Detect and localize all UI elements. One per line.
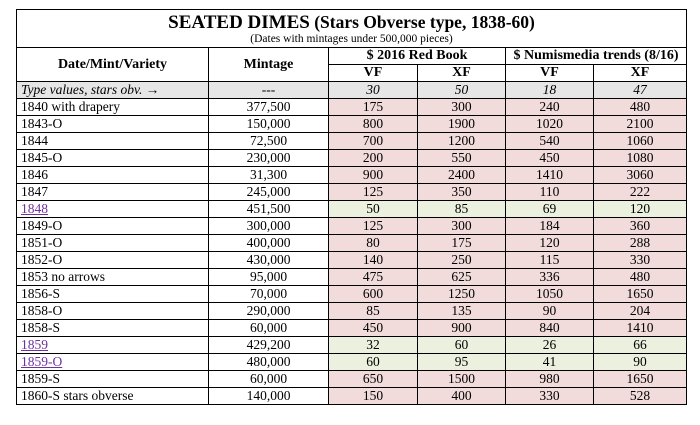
redbook-xf-cell: 85 (418, 201, 506, 218)
numismedia-xf-cell: 120 (594, 201, 687, 218)
redbook-xf-cell: 625 (418, 269, 506, 286)
type-values-rb-vf: 30 (329, 82, 418, 99)
mintage-cell: 230,000 (209, 150, 329, 167)
numismedia-xf-cell: 360 (594, 218, 687, 235)
numismedia-xf-cell: 1080 (594, 150, 687, 167)
numismedia-vf-cell: 1050 (506, 286, 594, 303)
redbook-vf-cell: 700 (329, 133, 418, 150)
date-cell: 1853 no arrows (17, 269, 209, 286)
date-cell: 1846 (17, 167, 209, 184)
numismedia-xf-cell: 1060 (594, 133, 687, 150)
redbook-xf-cell: 900 (418, 320, 506, 337)
numismedia-vf-cell: 240 (506, 99, 594, 116)
title-cell (17, 10, 687, 48)
numismedia-vf-cell: 450 (506, 150, 594, 167)
date-cell: 1845-O (17, 150, 209, 167)
type-values-nm-xf: 47 (594, 82, 687, 99)
numismedia-xf-cell: 1650 (594, 371, 687, 388)
redbook-vf-cell: 125 (329, 184, 418, 201)
date-cell: 1858-O (17, 303, 209, 320)
mintage-cell: 300,000 (209, 218, 329, 235)
date-link[interactable]: 1848 (21, 201, 48, 216)
table-row (17, 286, 687, 303)
mintage-cell: 377,500 (209, 99, 329, 116)
date-cell: 1851-O (17, 235, 209, 252)
date-cell: 1843-O (17, 116, 209, 133)
numismedia-xf-cell: 66 (594, 337, 687, 354)
redbook-vf-cell: 85 (329, 303, 418, 320)
numismedia-vf-cell: 980 (506, 371, 594, 388)
redbook-xf-cell: 95 (418, 354, 506, 371)
redbook-vf-cell: 450 (329, 320, 418, 337)
numismedia-xf-cell: 3060 (594, 167, 687, 184)
numismedia-xf-cell: 528 (594, 388, 687, 405)
redbook-vf-cell: 140 (329, 252, 418, 269)
redbook-xf-cell: 135 (418, 303, 506, 320)
redbook-vf-cell: 600 (329, 286, 418, 303)
table-row (17, 303, 687, 320)
mintage-cell: 480,000 (209, 354, 329, 371)
table-row (17, 99, 687, 116)
redbook-vf-cell: 200 (329, 150, 418, 167)
numismedia-xf-cell: 288 (594, 235, 687, 252)
redbook-vf-cell: 80 (329, 235, 418, 252)
numismedia-xf-cell: 1410 (594, 320, 687, 337)
numismedia-xf-cell: 90 (594, 354, 687, 371)
date-link[interactable]: 1859 (21, 337, 48, 352)
redbook-xf-cell: 1500 (418, 371, 506, 388)
numismedia-vf-cell: 1410 (506, 167, 594, 184)
numismedia-vf-cell: 110 (506, 184, 594, 201)
header-mintage: Mintage (209, 48, 329, 82)
numismedia-vf-cell: 90 (506, 303, 594, 320)
numismedia-vf-cell: 336 (506, 269, 594, 286)
header-numismedia: $ Numismedia trends (8/16) (506, 48, 687, 65)
numismedia-xf-cell: 330 (594, 252, 687, 269)
table-row (17, 167, 687, 184)
table-row (17, 337, 687, 354)
table-row (17, 371, 687, 388)
date-cell (17, 201, 209, 218)
title-row (17, 10, 687, 48)
table-row (17, 150, 687, 167)
type-values-rb-xf: 50 (418, 82, 506, 99)
numismedia-vf-cell: 840 (506, 320, 594, 337)
mintage-cell: 72,500 (209, 133, 329, 150)
numismedia-vf-cell: 540 (506, 133, 594, 150)
redbook-vf-cell: 32 (329, 337, 418, 354)
date-cell: 1856-S (17, 286, 209, 303)
header-numismedia-vf: VF (506, 65, 594, 82)
table-row (17, 235, 687, 252)
type-values-nm-vf: 18 (506, 82, 594, 99)
numismedia-xf-cell: 1650 (594, 286, 687, 303)
redbook-vf-cell: 60 (329, 354, 418, 371)
redbook-xf-cell: 550 (418, 150, 506, 167)
type-values-mintage: --- (209, 82, 329, 99)
header-row-1 (17, 48, 687, 65)
mintage-cell: 95,000 (209, 269, 329, 286)
page-subtitle: (Dates with mintages under 500,000 pieces) (250, 33, 453, 45)
redbook-xf-cell: 400 (418, 388, 506, 405)
title-main-prefix: SEATED DIMES (168, 12, 310, 33)
mintage-cell: 60,000 (209, 320, 329, 337)
title-main-suffix: (Stars Obverse type, 1838-60) (314, 12, 535, 32)
table-row (17, 184, 687, 201)
numismedia-vf-cell: 41 (506, 354, 594, 371)
date-cell: 1852-O (17, 252, 209, 269)
redbook-vf-cell: 800 (329, 116, 418, 133)
redbook-xf-cell: 250 (418, 252, 506, 269)
table-row (17, 201, 687, 218)
table-row (17, 354, 687, 371)
type-values-row (17, 82, 687, 99)
numismedia-xf-cell: 2100 (594, 116, 687, 133)
date-cell: 1860-S stars obverse (17, 388, 209, 405)
redbook-xf-cell: 1200 (418, 133, 506, 150)
redbook-vf-cell: 650 (329, 371, 418, 388)
numismedia-xf-cell: 204 (594, 303, 687, 320)
numismedia-vf-cell: 26 (506, 337, 594, 354)
mintage-cell: 31,300 (209, 167, 329, 184)
mintage-cell: 140,000 (209, 388, 329, 405)
redbook-vf-cell: 900 (329, 167, 418, 184)
seated-dimes-sheet (16, 9, 686, 405)
redbook-vf-cell: 50 (329, 201, 418, 218)
redbook-vf-cell: 150 (329, 388, 418, 405)
redbook-xf-cell: 300 (418, 99, 506, 116)
redbook-xf-cell: 60 (418, 337, 506, 354)
date-cell: 1858-S (17, 320, 209, 337)
mintage-cell: 70,000 (209, 286, 329, 303)
mintage-cell: 245,000 (209, 184, 329, 201)
redbook-xf-cell: 175 (418, 235, 506, 252)
numismedia-vf-cell: 69 (506, 201, 594, 218)
header-redbook: $ 2016 Red Book (329, 48, 506, 65)
mintage-cell: 150,000 (209, 116, 329, 133)
numismedia-vf-cell: 184 (506, 218, 594, 235)
numismedia-vf-cell: 330 (506, 388, 594, 405)
numismedia-xf-cell: 480 (594, 99, 687, 116)
page-title (21, 12, 682, 33)
table-row (17, 133, 687, 150)
mintage-cell: 60,000 (209, 371, 329, 388)
redbook-vf-cell: 475 (329, 269, 418, 286)
header-numismedia-xf: XF (594, 65, 687, 82)
type-values-label: Type values, stars obv. → (17, 82, 209, 99)
redbook-vf-cell: 175 (329, 99, 418, 116)
mintage-cell: 290,000 (209, 303, 329, 320)
numismedia-vf-cell: 120 (506, 235, 594, 252)
numismedia-vf-cell: 1020 (506, 116, 594, 133)
redbook-xf-cell: 300 (418, 218, 506, 235)
header-redbook-vf: VF (329, 65, 418, 82)
date-cell (17, 337, 209, 354)
numismedia-vf-cell: 115 (506, 252, 594, 269)
table-row (17, 252, 687, 269)
header-date: Date/Mint/Variety (17, 48, 209, 82)
redbook-xf-cell: 350 (418, 184, 506, 201)
date-cell: 1847 (17, 184, 209, 201)
date-link[interactable]: 1859-O (21, 354, 63, 369)
date-cell (17, 354, 209, 371)
mintage-cell: 451,500 (209, 201, 329, 218)
mintage-cell: 430,000 (209, 252, 329, 269)
table-row (17, 320, 687, 337)
date-cell: 1844 (17, 133, 209, 150)
redbook-xf-cell: 1900 (418, 116, 506, 133)
numismedia-xf-cell: 222 (594, 184, 687, 201)
redbook-xf-cell: 1250 (418, 286, 506, 303)
date-cell: 1859-S (17, 371, 209, 388)
mintage-cell: 400,000 (209, 235, 329, 252)
date-cell: 1840 with drapery (17, 99, 209, 116)
header-redbook-xf: XF (418, 65, 506, 82)
mintage-cell: 429,200 (209, 337, 329, 354)
redbook-vf-cell: 125 (329, 218, 418, 235)
redbook-xf-cell: 2400 (418, 167, 506, 184)
table-row (17, 218, 687, 235)
date-cell: 1849-O (17, 218, 209, 235)
table-row (17, 388, 687, 405)
table-row (17, 116, 687, 133)
table-row (17, 269, 687, 286)
numismedia-xf-cell: 480 (594, 269, 687, 286)
seated-dimes-table (16, 9, 687, 405)
